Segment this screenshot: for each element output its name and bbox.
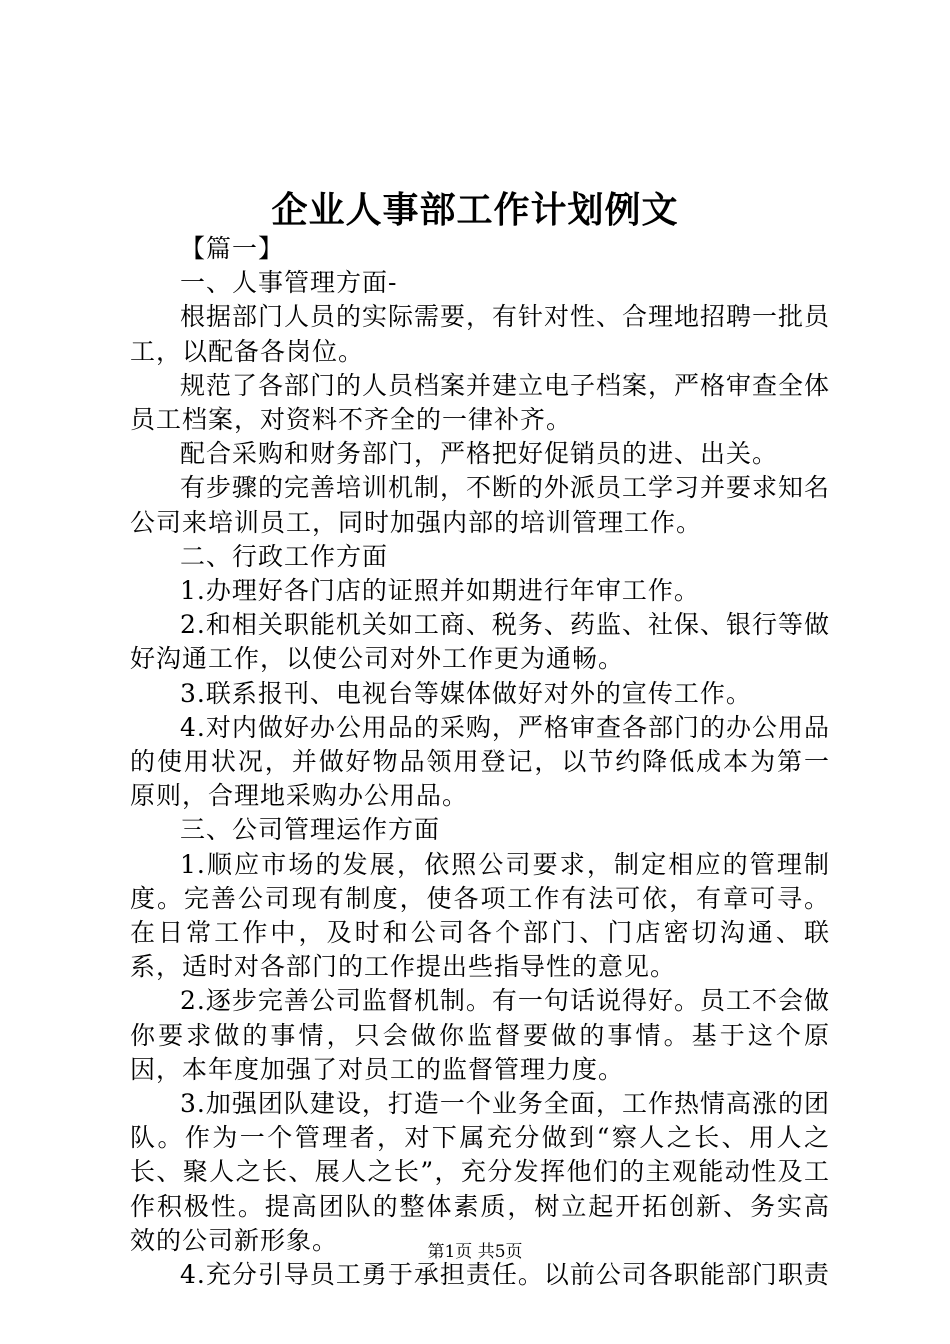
paragraph: 2.逐步完善公司监督机制。有一句话说得好。员工不会做你要求做的事情，只会做你监督要做的事情。基于这个原因，本年度加强了对员工的监督管理力度。 [130, 986, 830, 1084]
section-heading: 一、人事管理方面- [180, 268, 398, 298]
paragraph: 规范了各部门的人员档案并建立电子档案，严格审查全体员工档案，对资料不齐全的一律补齐。 [130, 370, 831, 435]
paragraph: 有步骤的完善培训机制，不断的外派员工学习并要求知名公司来培训员工，同时加强内部的培训管理工作。 [130, 473, 831, 537]
paragraph: 配合采购和财务部门，严格把好促销员的进、出关。 [180, 439, 779, 469]
paragraph: 1.办理好各门店的证照并如期进行年审工作。 [180, 576, 700, 606]
document-body [130, 232, 830, 1292]
paragraph: 【篇一】 [180, 234, 285, 263]
paragraph: 根据部门人员的实际需要，有针对性、合理地招聘一批员工，以配备各岗位。 [130, 302, 831, 366]
section-heading: 三、公司管理运作方面 [180, 815, 441, 845]
paragraph: 3.加强团队建设，打造一个业务全面，工作热情高涨的团队。作为一个管理者，对下属充分做到“察人之长、用人之长、聚人之长、展人之长”，充分发挥他们的主观能动性及工作积极性。提高团队的整体素质，树立起开拓创新、务实高效的公司新形象。 [130, 1089, 830, 1255]
section-heading: 二、行政工作方面 [180, 541, 389, 571]
paragraph: 4.充分引导员工勇于承担责任。以前公司各职能部门职责 [180, 1260, 830, 1290]
paragraph: 1.顺应市场的发展，依照公司要求，制定相应的管理制度。完善公司现有制度，使各项工作有法可依，有章可寻。在日常工作中，及时和公司各个部门、门店密切沟通、联系，适时对各部门的工作提出些指导性的意见。 [130, 849, 830, 982]
page-footer: 第1页 共5页 [427, 1242, 523, 1262]
paragraph: 2.和相关职能机关如工商、税务、药监、社保、银行等做好沟通工作，以使公司对外工作更为通畅。 [130, 610, 830, 674]
paragraph: 3.联系报刊、电视台等媒体做好对外的宣传工作。 [180, 678, 752, 708]
paragraph: 4.对内做好办公用品的采购，严格审查各部门的办公用品的使用状况，并做好物品领用登记，以节约降低成本为第一原则，合理地采购办公用品。 [130, 712, 830, 811]
page-title: 企业人事部工作计划例文 [271, 189, 679, 231]
